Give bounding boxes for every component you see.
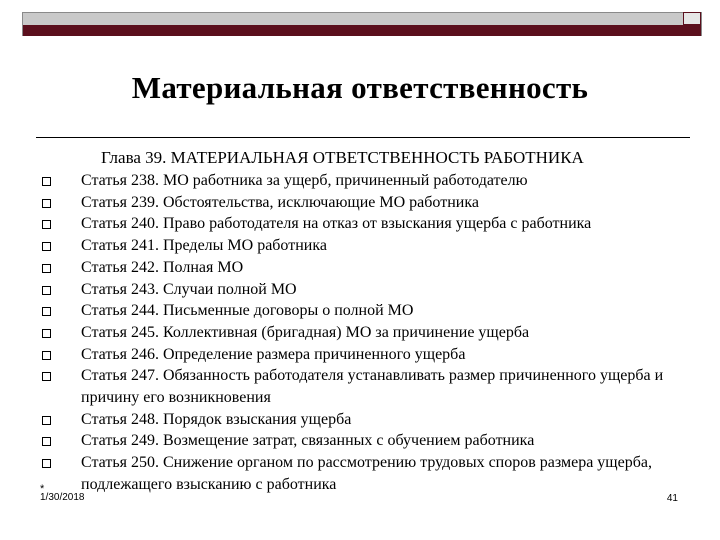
slide-page-number: 41 xyxy=(666,493,678,504)
list-item-text: Статья 248. Порядок взыскания ущерба xyxy=(81,410,352,428)
list-item-text: Статья 242. Полная МО xyxy=(81,258,244,276)
list-item-text: Статья 238. МО работника за ущерб, причиненный работодателю xyxy=(81,172,528,189)
list-item xyxy=(0,235,720,257)
list-item-text: Статья 241. Пределы МО работника xyxy=(81,237,327,255)
list-item-text: Статья 240. Право работодателя на отказ от взыскания ущерба с работника xyxy=(81,215,592,233)
square-bullet-icon xyxy=(42,329,51,338)
list-item xyxy=(0,300,720,322)
list-item-text: Статья 244. Письменные договоры о полной МО xyxy=(81,302,414,320)
list-item xyxy=(0,192,720,214)
square-bullet-icon xyxy=(42,416,51,425)
list-item-text: Статья 243. Случаи полной МО xyxy=(81,280,297,298)
list-item xyxy=(0,170,720,192)
slide-title: Материальная ответственность xyxy=(131,70,589,105)
list-item-text: Статья 239. Обстоятельства, исключающие МО работника xyxy=(81,193,479,211)
square-bullet-icon xyxy=(42,286,51,295)
list-item xyxy=(0,409,720,431)
list-item xyxy=(0,213,720,235)
header-dark-strip xyxy=(23,25,701,36)
square-bullet-icon xyxy=(42,459,51,468)
square-bullet-icon xyxy=(42,199,51,208)
square-bullet-icon xyxy=(42,264,51,273)
square-bullet-icon xyxy=(42,372,51,381)
list-item-text: Статья 249. Возмещение затрат, связанных с обучением работника xyxy=(81,432,535,450)
list-item xyxy=(0,430,720,452)
decorative-header-bar xyxy=(22,12,702,36)
list-item xyxy=(0,344,720,366)
list-item xyxy=(0,279,720,301)
header-corner-highlight xyxy=(684,13,700,24)
list-item xyxy=(0,452,720,495)
list-item-text: Статья 250. Снижение органом по рассмотрению трудовых споров размера ущерба, подлежащего взысканию с работника xyxy=(81,454,652,493)
square-bullet-icon xyxy=(42,437,51,446)
article-list xyxy=(0,170,720,496)
list-item-text: Статья 246. Определение размера причиненного ущерба xyxy=(81,345,466,363)
square-bullet-icon xyxy=(42,351,51,360)
list-item xyxy=(0,322,720,344)
square-bullet-icon xyxy=(42,307,51,316)
square-bullet-icon xyxy=(42,177,51,186)
list-item xyxy=(0,257,720,279)
list-item xyxy=(0,365,720,408)
square-bullet-icon xyxy=(42,220,51,229)
list-item-text: Статья 247. Обязанность работодателя устанавливать размер причиненного ущерба и причину его возникновения xyxy=(81,367,664,407)
list-item-text: Статья 245. Коллективная (бригадная) МО за причинение ущерба xyxy=(81,323,530,341)
footer-asterisk: * xyxy=(40,483,45,495)
slide-subtitle: Глава 39. МАТЕРИАЛЬНАЯ ОТВЕТСТВЕННОСТЬ РАБОТНИКА xyxy=(101,148,584,167)
title-divider xyxy=(36,137,690,138)
footer-date: 1/30/2018 xyxy=(40,492,85,503)
square-bullet-icon xyxy=(42,242,51,251)
